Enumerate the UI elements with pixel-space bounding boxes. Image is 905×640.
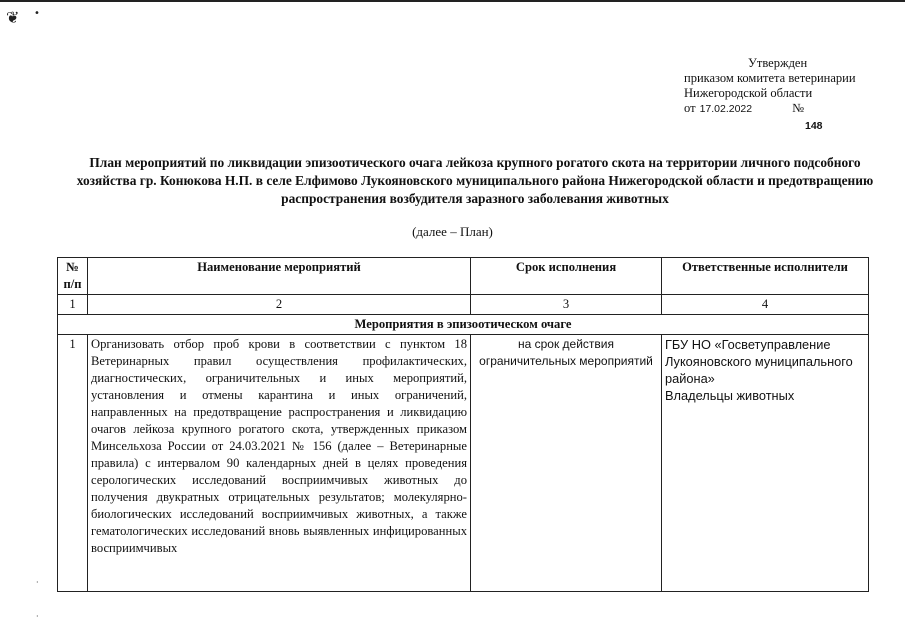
section-title: Мероприятия в эпизоотическом очаге [58,315,869,335]
row-action: Организовать отбор проб крови в соответствии с пунктом 18 Ветеринарных правил осуществления профилактических, диагностических, ограничительных и иных мероприятий, установления и отмены карантина и иных ограничений, направленных на предотвращение распространения и ликвидацию очагов лейкоза крупного рогатого скота, утвержденных приказом Минсельхоза России от 24.03.2021 № 156 (далее – Ветеринарные правила) с интервалом 90 календарных дней в целях проведения серологических исследований восприимчивых животных до получения двукратных отрицательных результатов; молекулярно-биологических исследований восприимчивых животных, а также гематологических исследований вновь выявленных инфицированных восприимчивых [91,337,467,555]
column-number: 1 [58,295,88,315]
approval-number-label: № [792,101,805,115]
section-row [58,315,869,335]
row-responsible-owners: Владельцы животных [665,388,795,403]
row-number: 1 [58,335,88,592]
header-action: Наименование мероприятий [88,258,471,295]
approval-number: 148 [805,120,823,132]
scan-mark: ❦ [6,8,20,27]
header-responsible: Ответственные исполнители [662,258,869,295]
header-number: № п/п [58,258,88,295]
scan-dot: • [34,8,40,19]
row-action-cell [88,335,471,592]
scan-top-edge [0,0,905,2]
row-responsible-org: ГБУ НО «Госветуправление Лукояновского муниципального района» [665,337,853,386]
measures-table [57,257,869,592]
column-number: 4 [662,295,869,315]
table-header-row [58,258,869,295]
plan-title: План мероприятий по ликвидации эпизоотического очага лейкоза крупного рогатого скота на территории личного подсобного хозяйства гр. Конюкова Н.П. в селе Елфимово Лукояновского муниципального района Нижегородской области и предотвращению распространения возбудителя заразного заболевания животных [76,155,874,206]
approval-date: 17.02.2022 [699,103,753,115]
table-row [58,335,869,592]
column-number: 3 [471,295,662,315]
scan-dot: · [36,612,39,621]
approval-from-label: от [684,101,696,115]
row-responsible-cell [662,335,869,592]
column-number: 2 [88,295,471,315]
scan-dot: · [36,578,39,587]
approval-stamp [684,56,899,134]
row-deadline: на срок действия ограничительных мероприятий [471,335,662,592]
approval-line-2: Нижегородской области [684,86,813,100]
header-deadline: Срок исполнения [471,258,662,295]
plan-subtitle: (далее – План) [412,224,493,239]
column-number-row [58,295,869,315]
approval-line-1: приказом комитета ветеринарии [684,71,856,85]
approval-title: Утвержден [748,56,808,70]
approval-date-row [684,101,899,117]
